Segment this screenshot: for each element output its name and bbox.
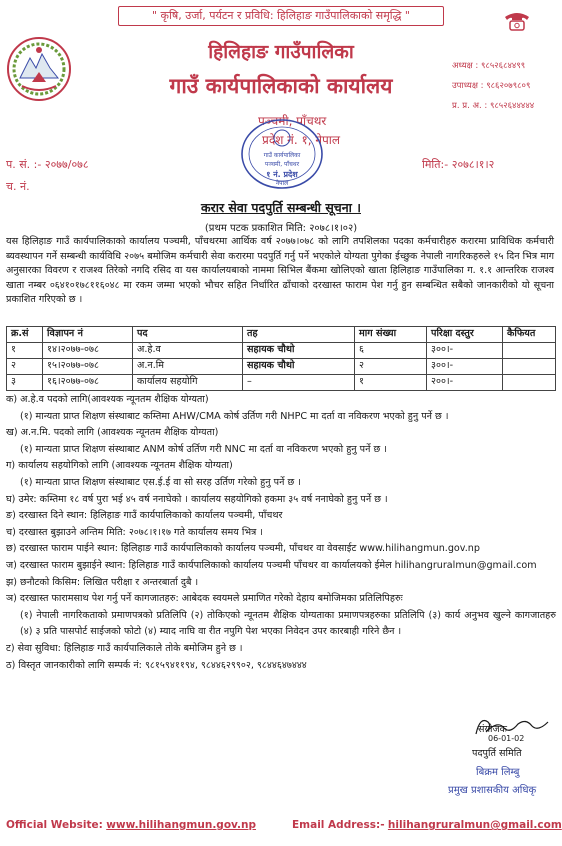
telephone-icon <box>502 8 532 32</box>
signatory-title: प्रमुख प्रशासकीय अधिकृ <box>448 785 537 796</box>
list-item: ठ) विस्तृत जानकारीको लागि सम्पर्क नं: ९८१५९४११९४, ९८४४६२९९०२, ९८४४६४७४४४ <box>6 659 307 671</box>
col-serial: क्र.सं <box>7 327 43 343</box>
list-item: घ) उमेर: कम्तिमा १८ वर्ष पुरा भई ४५ वर्ष ननाघेको । कार्यालय सहयोगिको हकमा ३५ वर्ष ननाघेको हुनु पर्ने छ । <box>6 493 388 505</box>
col-level: तह <box>243 327 355 343</box>
list-item: ङ) दरखास्त दिने स्थान: हिलिहाङ गाउँ कार्यपालिकाको कार्यालय पञ्चमी, पाँचथर <box>6 510 283 522</box>
official-stamp-seal <box>236 114 328 194</box>
signatory-role: संयोजक <box>478 724 508 735</box>
footer <box>0 818 562 838</box>
table-row: ३ १६।२०७७-०७८ कार्यालय सहयोगि – १ २००।- <box>7 374 556 390</box>
list-item: (१) नेपाली नागरिकताको प्रमाणपत्रको प्रतिलिपि (२) तोकिएको न्यूनतम शैक्षिक योग्यताका प्रमाणपत्रहरुका प्रतिलिपि (३) कार्य अनुभव खुल्ने कागजातहरु (४) ३ प्रति पासपोर्ट साईजको फोटो (४) म्याद नाघि वा रीत नपुगि पेश भएका निवेदन उपर कारबाही गरिने छैन । <box>20 609 556 638</box>
issue-date: मिति:- २०७८।१।२ <box>422 158 495 171</box>
contact-cao: प्र. प्र. अ. : ९८५२६४४४४४ <box>452 101 535 111</box>
email-link[interactable]: hilihangruralmun@gmail.com <box>387 819 562 831</box>
list-item: झ) छनौटको किसिम: लिखित परीक्षा र अन्तरबार्ता दुबै । <box>6 576 199 588</box>
col-fee: परिक्षा दस्तुर <box>427 327 503 343</box>
col-remarks: कैफियत <box>503 327 556 343</box>
office-province: प्रदेश नं. १, नेपाल <box>262 133 341 147</box>
list-item: छ) दरखास्त फाराम पाईने स्थान: हिलिहाङ गाउँ कार्यपालिकाको कार्यालय पञ्चमी, पाँचथर वा वेवसाईट www.hilihangmun.gov.np <box>6 543 480 555</box>
website-link[interactable]: www.hilihangmun.gov.np <box>106 819 257 831</box>
notice-title: करार सेवा पदपुर्ति सम्बन्धी सूचना । <box>201 200 361 215</box>
list-item: (१) मान्यता प्राप्त शिक्षण संस्थाबाट ANM कोर्ष उर्तिण गरी NNC मा दर्ता वा नविकरण भएको हुनु पर्ने छ । <box>20 443 387 455</box>
list-item: ट) सेवा सुविधा: हिलिहाङ गाउँ कार्यपालिकाले तोके बमोजिम हुने छ । <box>6 642 243 654</box>
footer-website: Official Website: www.hilihangmun.gov.np <box>6 819 257 831</box>
notice-intro-paragraph: यस हिलिहाङ गाउँ कार्यपालिकाको कार्यालय पञ्चमी, पाँचथरमा आर्थिक वर्ष २०७७।०७८ को लागि तपशिलका पदका कर्मचारीहरु करारमा प्राविधिक कर्मचारी ब्यवस्थापन गर्ने सम्बन्धी कार्यविधि २०७५ बमोजिम कर्मचारी सेवा करारमा पदपुर्ति गर्नु पर्ने भएकोले योग्यता पुगेका ईच्छुक नेपाली नागरिकहरुले १५ दिन भित्र माग अनुसारका विवरण र राजश्व तिरेको नगदि रसिद वा यस कार्यालयबाको नाममा सिभिल बैंकमा खोलिएको खाता हिलिहाङ गाउँपालिका ग. १.१ आन्तरिक राजश्व खाता नम्बर ०६४१०१७८११६०४८ मा रकम जम्मा भएको भौचर सहित निर्धारित ढाँचाको दरखास्त फाराम पेश गर्नु हुन सम्बन्धित सबैको जानकारीको यो सूचना प्रकाशित गरिएको छ । <box>6 236 554 305</box>
dispatch-number-label: च. नं. <box>6 180 30 193</box>
slogan-banner: " कृषि, उर्जा, पर्यटन र प्रविधि: हिलिहाङ गाउँपालिकाको समृद्धि " <box>118 6 444 26</box>
list-item: ज) दरखास्त फाराम बुझाईने स्थान: हिलिहाङ गाउँ कार्यपालिकाको कार्यालय पञ्चमी पाँचथर वा कार्यालयको ईमेल hilihangruralmun@gmail.com <box>6 559 537 571</box>
office-location: पञ्चमी, पाँचथर <box>258 114 327 128</box>
col-ad-number: विज्ञापन नं <box>43 327 133 343</box>
svg-text:१ नं. प्रदेश: १ नं. प्रदेश <box>266 170 298 179</box>
list-item: ञ) दरखास्त फारामसाथ पेश गर्नु पर्ने कागजातहरु: आबेदक स्वयमले प्रमाणित गरेको देहाय बमोजिमका प्रतिलिपिहरुः <box>6 593 403 605</box>
vacancy-table <box>6 326 556 391</box>
signatory-name: बिक्रम लिम्बु <box>476 767 520 778</box>
contact-chairman: अध्यक्ष : ९८५२६८४४९९ <box>452 61 526 71</box>
svg-text:पञ्चमी, पाँचथर: पञ्चमी, पाँचथर <box>264 161 300 168</box>
list-item: (१) मान्यता प्राप्त शिक्षण संस्थाबाट कम्तिमा AHW/CMA कोर्ष उर्तिण गरी NHPC मा दर्ता वा नविकरण भएको हुनु पर्ने छ । <box>20 410 449 422</box>
list-item: ग) कार्यालय सहयोगिको लागि (आवश्यक न्यूनतम शैक्षिक योग्यता) <box>6 460 233 472</box>
notice-subtitle: (प्रथम पटक प्रकाशित मिति: २०७८।१।०२) <box>204 223 358 234</box>
list-item: च) दरखास्त बुझाउने अन्तिम मिति: २०७८।१।१७ गते कार्यालय समय भित्र । <box>6 526 264 538</box>
reference-number: प. सं. :- २०७७/०७८ <box>6 158 89 171</box>
table-header-row <box>7 327 556 343</box>
table-row: १ १४।२०७७-०७८ अ.हे.व सहायक चौथो ६ ३००।- <box>7 342 556 358</box>
footer-email: Email Address:- hilihangruralmun@gmail.com <box>292 819 562 831</box>
contact-list <box>452 56 558 116</box>
qualification-list <box>6 392 556 674</box>
office-name: गाउँ कार्यपालिकाको कार्यालय <box>169 74 393 98</box>
col-post: पद <box>133 327 243 343</box>
contact-vice-chairman: उपाध्यक्ष : ९८६२०७९८०९ <box>452 81 531 91</box>
svg-text:गाउँ कार्यपालिका: गाउँ कार्यपालिका <box>263 152 301 159</box>
col-demand: माग संख्या <box>355 327 427 343</box>
list-item: ख) अ.न.मि. पदको लागि (आवश्यक न्यूनतम शैक्षिक योग्यता) <box>6 427 219 439</box>
table-row: २ १५।२०७७-०७८ अ.न.मि सहायक चौथो २ ३००।- <box>7 358 556 374</box>
municipality-name: हिलिहाङ गाउँपालिका <box>208 41 354 63</box>
svg-text:नेपाल: नेपाल <box>275 180 289 187</box>
list-item: क) अ.हे.व पदको लागि(आवश्यक न्यूनतम शैक्षिक योग्यता) <box>6 394 209 405</box>
list-item: (१) मान्यता प्राप्त शिक्षण संस्थाबाट एस.ई.ई वा सो सरह उर्तिण गरेको हुनु पर्ने छ । <box>20 476 301 488</box>
signature-date: 06-01-02 <box>488 734 525 742</box>
signatory-committee: पदपुर्ति समिति <box>472 748 522 759</box>
